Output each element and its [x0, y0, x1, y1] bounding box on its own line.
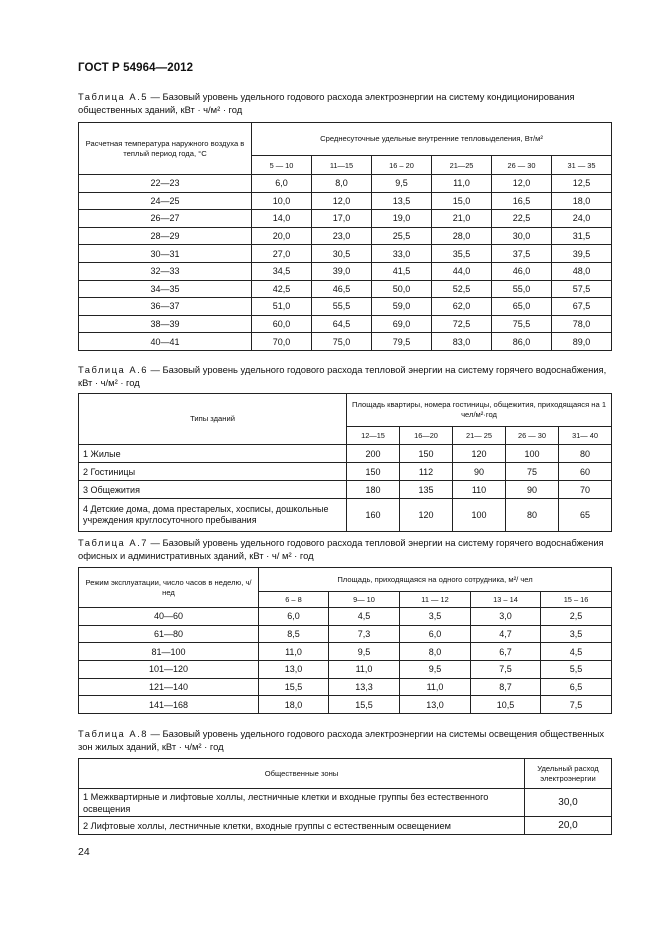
table-a5-cell: 55,5	[312, 298, 372, 316]
table-a5-cell: 6,0	[252, 175, 312, 193]
table-a6-caption	[78, 364, 611, 389]
table-a7-cell: 6,0	[259, 608, 329, 626]
table-a5-row	[79, 298, 612, 316]
table-a7-cell: 5,5	[541, 661, 612, 679]
table-a7-cell: 4,5	[541, 643, 612, 661]
table-a5-row-label: 34—35	[79, 280, 252, 298]
table-a5-cell: 72,5	[432, 315, 492, 333]
table-a7-row	[79, 661, 612, 679]
table-a6-cell: 150	[400, 445, 453, 463]
table-a6	[78, 393, 612, 532]
table-a5-row	[79, 245, 612, 263]
table-a5-cell: 20,0	[252, 227, 312, 245]
table-a6-cell: 75	[506, 463, 559, 481]
table-a6-cell: 200	[347, 445, 400, 463]
table-a5-cell: 70,0	[252, 333, 312, 351]
table-a5-row	[79, 175, 612, 193]
table-a5-cell: 67,5	[552, 298, 612, 316]
table-a7-row-label: 101—120	[79, 661, 259, 679]
table-a7-caption-text: — Базовый уровень удельного годового расхода тепловой энергии на систему горячего водоснабжения офисных и административных зданий, кВт · ч/ м² · год	[78, 537, 604, 561]
table-a5-row-label: 28—29	[79, 227, 252, 245]
table-a6-cell: 180	[347, 481, 400, 499]
table-a5-cell: 86,0	[492, 333, 552, 351]
table-a7-cell: 4,5	[329, 608, 400, 626]
table-a7-cell: 8,5	[259, 625, 329, 643]
document-code: ГОСТ Р 54964—2012	[78, 62, 194, 74]
table-a8-row-label: 2 Лифтовые холлы, лестничные клетки, входные группы с естественным освещением	[79, 817, 525, 835]
table-a7-cell: 15,5	[329, 696, 400, 714]
table-a5-row-label: 36—37	[79, 298, 252, 316]
table-a5-cell: 51,0	[252, 298, 312, 316]
table-a5-row	[79, 192, 612, 210]
table-a5-col-header: 5 — 10	[252, 156, 312, 175]
table-a5-cell: 50,0	[372, 280, 432, 298]
table-a5-cell: 83,0	[432, 333, 492, 351]
table-a5-cell: 57,5	[552, 280, 612, 298]
table-a6-row	[79, 463, 612, 481]
table-a7-cell: 13,0	[259, 661, 329, 679]
table-a5-cell: 21,0	[432, 210, 492, 228]
table-a7-cell: 9,5	[400, 661, 471, 679]
table-a7-row-header: Режим эксплуатации, число часов в неделю, ч/нед	[79, 568, 259, 608]
table-a5-cell: 33,0	[372, 245, 432, 263]
table-a5-cell: 69,0	[372, 315, 432, 333]
table-a5-cell: 16,5	[492, 192, 552, 210]
table-a5-col-header: 11—15	[312, 156, 372, 175]
table-a5-cell: 28,0	[432, 227, 492, 245]
table-a7-cell: 11,0	[329, 661, 400, 679]
table-a5-cell: 27,0	[252, 245, 312, 263]
table-a5-cell: 19,0	[372, 210, 432, 228]
table-a5-cell: 89,0	[552, 333, 612, 351]
table-a8-cell: 30,0	[525, 789, 612, 817]
table-a7-label: Таблица А.7	[78, 537, 148, 548]
table-a7-cell: 2,5	[541, 608, 612, 626]
table-a6-cell: 70	[559, 481, 612, 499]
table-a5-caption-text: — Базовый уровень удельного годового расхода электроэнергии на систему кондиционирования общественных зданий, кВт · ч/м² · год	[78, 91, 575, 115]
table-a5-cell: 12,5	[552, 175, 612, 193]
table-a5-cell: 35,5	[432, 245, 492, 263]
table-a5-cell: 14,0	[252, 210, 312, 228]
table-a6-cell: 65	[559, 499, 612, 532]
table-a5-row	[79, 280, 612, 298]
table-a6-cell: 100	[506, 445, 559, 463]
table-a6-cell: 112	[400, 463, 453, 481]
table-a5-row	[79, 333, 612, 351]
table-a5-cell: 25,5	[372, 227, 432, 245]
table-a5-cell: 44,0	[432, 262, 492, 280]
table-a5-cell: 9,5	[372, 175, 432, 193]
table-a6-label: Таблица А.6	[78, 364, 148, 375]
table-a5-cell: 12,0	[312, 192, 372, 210]
table-a5-cell: 37,5	[492, 245, 552, 263]
table-a6-row	[79, 499, 612, 532]
table-a8-label: Таблица А.8	[78, 728, 148, 739]
table-a6-cell: 90	[453, 463, 506, 481]
table-a7-cell: 8,0	[400, 643, 471, 661]
table-a5-row	[79, 210, 612, 228]
table-a7-cell: 7,3	[329, 625, 400, 643]
table-a7-cell: 9,5	[329, 643, 400, 661]
table-a6-cell: 110	[453, 481, 506, 499]
table-a5-cell: 24,0	[552, 210, 612, 228]
table-a8-zones-header: Общественные зоны	[79, 759, 525, 789]
table-a5-row	[79, 315, 612, 333]
table-a5-cell: 62,0	[432, 298, 492, 316]
table-a6-row-label: 2 Гостиницы	[79, 463, 347, 481]
table-a6-col-header: 12—15	[347, 427, 400, 445]
table-a7-row	[79, 643, 612, 661]
table-a8-row	[79, 817, 612, 835]
table-a7-cell: 13,0	[400, 696, 471, 714]
table-a7-row-label: 40—60	[79, 608, 259, 626]
table-a6-col-header: 31— 40	[559, 427, 612, 445]
page-number: 24	[78, 846, 90, 858]
table-a7-col-header: 9— 10	[329, 592, 400, 608]
table-a5-row-label: 26—27	[79, 210, 252, 228]
table-a7-group-header: Площадь, приходящаяся на одного сотрудника, м²/ чел	[259, 568, 612, 592]
table-a5-cell: 31,5	[552, 227, 612, 245]
table-a5-cell: 12,0	[492, 175, 552, 193]
table-a7-cell: 6,7	[471, 643, 541, 661]
table-a5-cell: 39,5	[552, 245, 612, 263]
table-a5-row-label: 32—33	[79, 262, 252, 280]
table-a6-cell: 60	[559, 463, 612, 481]
table-a5-row-header: Расчетная температура наружного воздуха в теплый период года, °С	[79, 123, 252, 175]
table-a7-cell: 4,7	[471, 625, 541, 643]
table-a7-cell: 3,0	[471, 608, 541, 626]
table-a5-cell: 13,5	[372, 192, 432, 210]
table-a5-cell: 55,0	[492, 280, 552, 298]
table-a6-col-header: 26 — 30	[506, 427, 559, 445]
table-a5-cell: 22,5	[492, 210, 552, 228]
table-a8	[78, 758, 612, 835]
table-a6-cell: 100	[453, 499, 506, 532]
table-a5-cell: 11,0	[432, 175, 492, 193]
table-a7-caption	[78, 537, 611, 562]
table-a7-cell: 6,0	[400, 625, 471, 643]
table-a6-cell: 90	[506, 481, 559, 499]
table-a6-caption-text: — Базовый уровень удельного годового расхода тепловой энергии на систему горячего водоснабжения, кВт · ч/м² · год	[78, 364, 607, 388]
table-a5-caption	[78, 91, 611, 116]
table-a5-cell: 75,5	[492, 315, 552, 333]
table-a5-cell: 59,0	[372, 298, 432, 316]
table-a7-cell: 11,0	[400, 678, 471, 696]
table-a7-cell: 10,5	[471, 696, 541, 714]
table-a5-cell: 10,0	[252, 192, 312, 210]
table-a6-cell: 120	[400, 499, 453, 532]
table-a6-cell: 135	[400, 481, 453, 499]
table-a8-row-label: 1 Межквартирные и лифтовые холлы, лестничные клетки и входные группы без естественного освещения	[79, 789, 525, 817]
table-a5-cell: 18,0	[552, 192, 612, 210]
table-a5-col-header: 26 — 30	[492, 156, 552, 175]
table-a5-col-header: 21—25	[432, 156, 492, 175]
table-a5-cell: 30,5	[312, 245, 372, 263]
table-a5-row-label: 30—31	[79, 245, 252, 263]
table-a6-row-label: 1 Жилые	[79, 445, 347, 463]
table-a5-label: Таблица А.5	[78, 91, 148, 102]
table-a6-cell: 80	[506, 499, 559, 532]
table-a7-row-label: 61—80	[79, 625, 259, 643]
table-a5-cell: 79,5	[372, 333, 432, 351]
table-a5-cell: 48,0	[552, 262, 612, 280]
table-a7-row	[79, 625, 612, 643]
table-a7-col-header: 13 – 14	[471, 592, 541, 608]
table-a6-row	[79, 481, 612, 499]
table-a8-cell: 20,0	[525, 817, 612, 835]
table-a6-row-label: 4 Детские дома, дома престарелых, хосписы, дошкольные учреждения круглосуточного пребывания	[79, 499, 347, 532]
table-a5-row-label: 38—39	[79, 315, 252, 333]
table-a6-cell: 120	[453, 445, 506, 463]
table-a7-cell: 3,5	[400, 608, 471, 626]
table-a5-cell: 52,5	[432, 280, 492, 298]
table-a7-row-label: 121—140	[79, 678, 259, 696]
table-a8-row	[79, 789, 612, 817]
table-a8-value-header: Удельный расход электроэнергии	[525, 759, 612, 789]
table-a7-col-header: 6 – 8	[259, 592, 329, 608]
table-a7-row	[79, 696, 612, 714]
table-a5-row	[79, 262, 612, 280]
table-a6-row-label: 3 Общежития	[79, 481, 347, 499]
table-a8-caption-text: — Базовый уровень удельного годового расхода электроэнергии на системы освещения общественных зон жилых зданий, кВт · ч/м² · год	[78, 728, 605, 752]
table-a5-cell: 64,5	[312, 315, 372, 333]
table-a5-cell: 17,0	[312, 210, 372, 228]
table-a5-row-label: 40—41	[79, 333, 252, 351]
table-a7-cell: 7,5	[471, 661, 541, 679]
table-a6-col-header: 16—20	[400, 427, 453, 445]
table-a5-cell: 8,0	[312, 175, 372, 193]
table-a7-cell: 15,5	[259, 678, 329, 696]
table-a6-row-header: Типы зданий	[79, 394, 347, 445]
table-a6-group-header: Площадь квартиры, номера гостиницы, общежития, приходящаяся на 1 чел/м²·год	[347, 394, 612, 427]
table-a5-row-label: 22—23	[79, 175, 252, 193]
table-a5-cell: 46,5	[312, 280, 372, 298]
table-a5-cell: 30,0	[492, 227, 552, 245]
table-a7	[78, 567, 612, 714]
table-a5-cell: 39,0	[312, 262, 372, 280]
table-a8-caption	[78, 728, 611, 753]
table-a5-cell: 42,5	[252, 280, 312, 298]
table-a7-row	[79, 608, 612, 626]
table-a7-cell: 6,5	[541, 678, 612, 696]
table-a7-row	[79, 678, 612, 696]
table-a7-cell: 3,5	[541, 625, 612, 643]
table-a7-col-header: 11 — 12	[400, 592, 471, 608]
table-a6-col-header: 21— 25	[453, 427, 506, 445]
table-a7-cell: 7,5	[541, 696, 612, 714]
table-a7-cell: 13,3	[329, 678, 400, 696]
table-a5-cell: 41,5	[372, 262, 432, 280]
table-a5-col-header: 31 — 35	[552, 156, 612, 175]
table-a7-row-label: 81—100	[79, 643, 259, 661]
table-a5-cell: 60,0	[252, 315, 312, 333]
table-a5-col-header: 16 – 20	[372, 156, 432, 175]
table-a7-cell: 18,0	[259, 696, 329, 714]
table-a7-row-label: 141—168	[79, 696, 259, 714]
table-a6-row	[79, 445, 612, 463]
table-a5-cell: 75,0	[312, 333, 372, 351]
table-a5-cell: 15,0	[432, 192, 492, 210]
table-a5-cell: 34,5	[252, 262, 312, 280]
table-a6-cell: 150	[347, 463, 400, 481]
table-a7-cell: 8,7	[471, 678, 541, 696]
table-a5-cell: 23,0	[312, 227, 372, 245]
table-a5-cell: 65,0	[492, 298, 552, 316]
table-a5-cell: 78,0	[552, 315, 612, 333]
table-a5-group-header: Среднесуточные удельные внутренние тепловыделения, Вт/м²	[252, 123, 612, 156]
table-a5-row-label: 24—25	[79, 192, 252, 210]
table-a7-cell: 11,0	[259, 643, 329, 661]
table-a6-cell: 160	[347, 499, 400, 532]
table-a7-col-header: 15 – 16	[541, 592, 612, 608]
table-a5-row	[79, 227, 612, 245]
table-a5	[78, 122, 612, 351]
table-a6-cell: 80	[559, 445, 612, 463]
table-a5-cell: 46,0	[492, 262, 552, 280]
